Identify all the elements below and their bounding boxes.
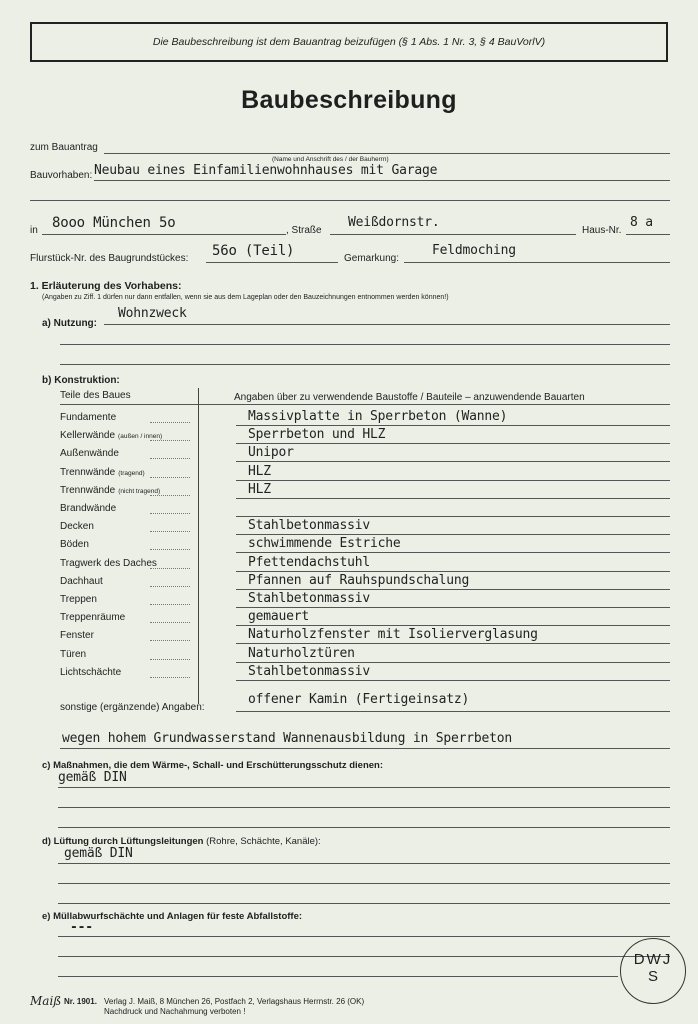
row-value[interactable]: Naturholztüren — [248, 645, 355, 661]
row-label-text: Treppen — [60, 594, 97, 605]
row-dots — [150, 422, 190, 424]
bauantrag-line — [104, 153, 670, 154]
gemarkung-line — [404, 262, 670, 263]
row-dots — [150, 513, 190, 515]
row-line — [236, 498, 670, 499]
row-label — [60, 612, 125, 623]
konstruktion-label: b) Konstruktion: — [42, 375, 120, 386]
lueftung-line-1 — [58, 863, 670, 864]
muell-label: e) Müllabwurfschächte und Anlagen für feste Abfallstoffe: — [42, 911, 303, 922]
row-dots — [150, 659, 190, 661]
row-value[interactable]: Pfettendachstuhl — [248, 554, 371, 570]
sonstige-value[interactable]: offener Kamin (Fertigeinsatz) — [248, 692, 470, 707]
row-dots — [150, 677, 190, 679]
row-label-note: (außen / innen) — [118, 433, 163, 441]
row-line — [236, 516, 670, 517]
row-value[interactable]: HLZ — [248, 481, 271, 497]
row-dots — [150, 586, 190, 588]
row-label-text: Dachhaut — [60, 575, 103, 587]
row-line — [236, 625, 670, 626]
row-value[interactable]: HLZ — [248, 463, 271, 479]
row-value[interactable]: Unipor — [248, 445, 294, 461]
gemarkung-value[interactable]: Feldmoching — [432, 243, 516, 258]
row-value[interactable]: schwimmende Estriche — [248, 536, 401, 552]
row-label-text: Lichtschächte — [60, 666, 122, 678]
strasse-line — [330, 234, 576, 235]
muell-line-3 — [58, 976, 618, 977]
row-label — [60, 412, 116, 423]
row-line — [236, 425, 670, 426]
row-line — [236, 607, 670, 608]
row-label — [60, 430, 162, 441]
row-line — [236, 480, 670, 481]
in-label: in — [30, 225, 38, 236]
row-label-note: (tragend) — [118, 469, 145, 477]
muell-line-1 — [58, 936, 670, 937]
form-number: Nr. 1901. — [64, 997, 97, 1006]
row-value[interactable]: gemauert — [248, 609, 310, 625]
hausnr-line — [626, 234, 670, 235]
ort-line — [42, 234, 286, 235]
flurstueck-label: Flurstück-Nr. des Baugrundstückes: — [30, 253, 189, 264]
publisher-line: Verlag J. Maiß, 8 München 26, Postfach 2, Verlagshaus Herrnstr. 26 (OK) — [104, 997, 365, 1006]
col-left-header: Teile des Baues — [60, 390, 131, 401]
nutzung-line-3 — [60, 364, 670, 365]
row-value[interactable]: Stahlbetonmassiv — [248, 518, 371, 534]
row-label — [60, 485, 160, 496]
lueftung-value[interactable]: gemäß DIN — [64, 846, 133, 861]
col-right-header: Angaben über zu verwendende Baustoffe / Bauteile – anzuwendende Bauarten — [234, 392, 585, 403]
section1-note: (Angaben zu Ziff. 1 dürfen nur dann entfallen, wenn sie aus dem Lageplan oder den Bauzeichnungen entnommen werden können!) — [42, 294, 449, 301]
page-title: Baubeschreibung — [241, 86, 457, 114]
table-divider — [198, 388, 199, 704]
row-dots — [150, 604, 190, 606]
row-label-text: Kellerwände — [60, 430, 116, 442]
nutzung-label-prefix — [42, 318, 97, 329]
row-line — [236, 589, 670, 590]
row-label — [60, 558, 157, 569]
sonstige-line-1 — [236, 711, 670, 712]
row-label — [60, 503, 116, 514]
sonstige-label: sonstige (ergänzende) Angaben: — [60, 702, 205, 713]
row-line — [236, 662, 670, 663]
ort-value[interactable]: 8ooo München 5o — [52, 215, 176, 231]
row-label-text: Trennwände — [60, 484, 116, 496]
row-line — [236, 552, 670, 553]
muell-value[interactable]: --- — [70, 920, 93, 935]
row-line — [236, 534, 670, 535]
bauvorhaben-value[interactable]: Neubau eines Einfamilienwohnhauses mit Garage — [94, 163, 438, 178]
lueftung-line-3 — [58, 903, 670, 904]
header-notice-box — [30, 22, 668, 62]
row-line — [236, 643, 670, 644]
row-label-text: Türen — [60, 648, 87, 660]
flurstueck-value[interactable]: 56o (Teil) — [212, 243, 295, 259]
nutzung-label: a) Nutzung: — [42, 318, 97, 329]
header-notice: Die Baubeschreibung ist dem Bauantrag beizufügen (§ 1 Abs. 1 Nr. 3, § 4 BauVorlV) — [152, 36, 546, 48]
row-label — [60, 594, 97, 605]
nutzung-value[interactable]: Wohnzweck — [118, 306, 187, 321]
row-value[interactable]: Sperrbeton und HLZ — [248, 427, 386, 443]
bauvorhaben-label: Bauvorhaben: — [30, 170, 93, 181]
table-header-line — [60, 404, 670, 405]
lueftung-note: (Rohre, Schächte, Kanäle): — [203, 836, 321, 847]
row-line — [236, 680, 670, 681]
sonstige-line-2 — [60, 748, 670, 749]
row-dots — [150, 458, 190, 460]
bauvorhaben-line-2 — [30, 200, 670, 201]
bauvorhaben-line — [94, 180, 670, 181]
row-label — [60, 649, 86, 660]
row-label-text: Fenster — [60, 630, 94, 642]
row-dots — [150, 477, 190, 479]
row-label-text: Brandwände — [60, 503, 117, 514]
flurstueck-line — [206, 262, 338, 263]
row-label — [60, 539, 89, 550]
row-dots — [150, 440, 190, 442]
row-label — [60, 667, 121, 678]
row-label — [60, 467, 145, 478]
row-label — [60, 521, 94, 532]
row-value[interactable]: Pfannen auf Rauhspundschalung — [248, 572, 470, 588]
row-dots — [150, 531, 190, 533]
row-dots — [150, 622, 190, 624]
strasse-label: , Straße — [286, 225, 322, 236]
row-line — [236, 571, 670, 572]
row-line — [236, 443, 670, 444]
row-value[interactable]: Naturholzfenster mit Isolierverglasung — [248, 627, 538, 643]
row-dots — [150, 495, 190, 497]
zum-bauantrag-label: zum Bauantrag — [30, 142, 98, 153]
row-value[interactable]: Stahlbetonmassiv — [248, 591, 371, 606]
row-label-text: Treppenräume — [60, 612, 126, 624]
hausnr-value[interactable]: 8 a — [630, 215, 653, 230]
library-stamp — [620, 938, 686, 1004]
row-label-text: Trennwände — [60, 466, 116, 478]
row-label — [60, 630, 94, 641]
hausnr-label: Haus-Nr. — [582, 225, 622, 236]
row-label-text: Decken — [60, 521, 94, 533]
sonstige-value-2[interactable]: wegen hohem Grundwasserstand Wannenausbildung in Sperrbeton — [62, 731, 512, 746]
nutzung-line-2 — [60, 344, 670, 345]
nutzung-line-1 — [104, 324, 670, 325]
row-label-text: Tragwerk des Daches — [60, 557, 157, 569]
strasse-value[interactable]: Weißdornstr. — [348, 215, 440, 230]
name-note: (Name und Anschrift des / der Bauherrn) — [272, 156, 389, 163]
massnahmen-value[interactable]: gemäß DIN — [58, 770, 127, 785]
stamp-top: DWJ — [633, 951, 673, 968]
row-label — [60, 448, 119, 459]
gemarkung-label: Gemarkung: — [344, 253, 400, 264]
stamp-bottom: S — [647, 968, 658, 985]
row-value[interactable]: Massivplatte in Sperrbeton (Wanne) — [248, 409, 508, 424]
row-label-note: (nicht tragend) — [118, 487, 161, 495]
row-dots — [150, 640, 190, 642]
row-value[interactable]: Stahlbetonmassiv — [248, 663, 371, 679]
row-dots — [150, 549, 190, 551]
lueftung-line-2 — [58, 883, 670, 884]
publisher-signature: Maiß — [30, 994, 62, 1008]
row-line — [236, 461, 670, 462]
row-label-text: Außenwände — [60, 448, 119, 460]
massnahmen-line-3 — [58, 827, 670, 828]
row-label — [60, 576, 103, 587]
section1-heading: 1. Erläuterung des Vorhabens: — [30, 280, 182, 292]
lueftung-label: d) Lüftung durch Lüftungsleitungen — [42, 836, 204, 847]
massnahmen-label: c) Maßnahmen, die dem Wärme-, Schall- und Erschütterungsschutz dienen: — [42, 760, 383, 771]
row-dots — [150, 568, 190, 570]
copyright-line: Nachdruck und Nachahmung verboten ! — [104, 1007, 246, 1016]
row-label-text: Böden — [60, 539, 89, 551]
massnahmen-line-1 — [58, 787, 670, 788]
massnahmen-line-2 — [58, 807, 670, 808]
row-label-text: Fundamente — [60, 412, 117, 423]
muell-line-2 — [58, 956, 670, 957]
